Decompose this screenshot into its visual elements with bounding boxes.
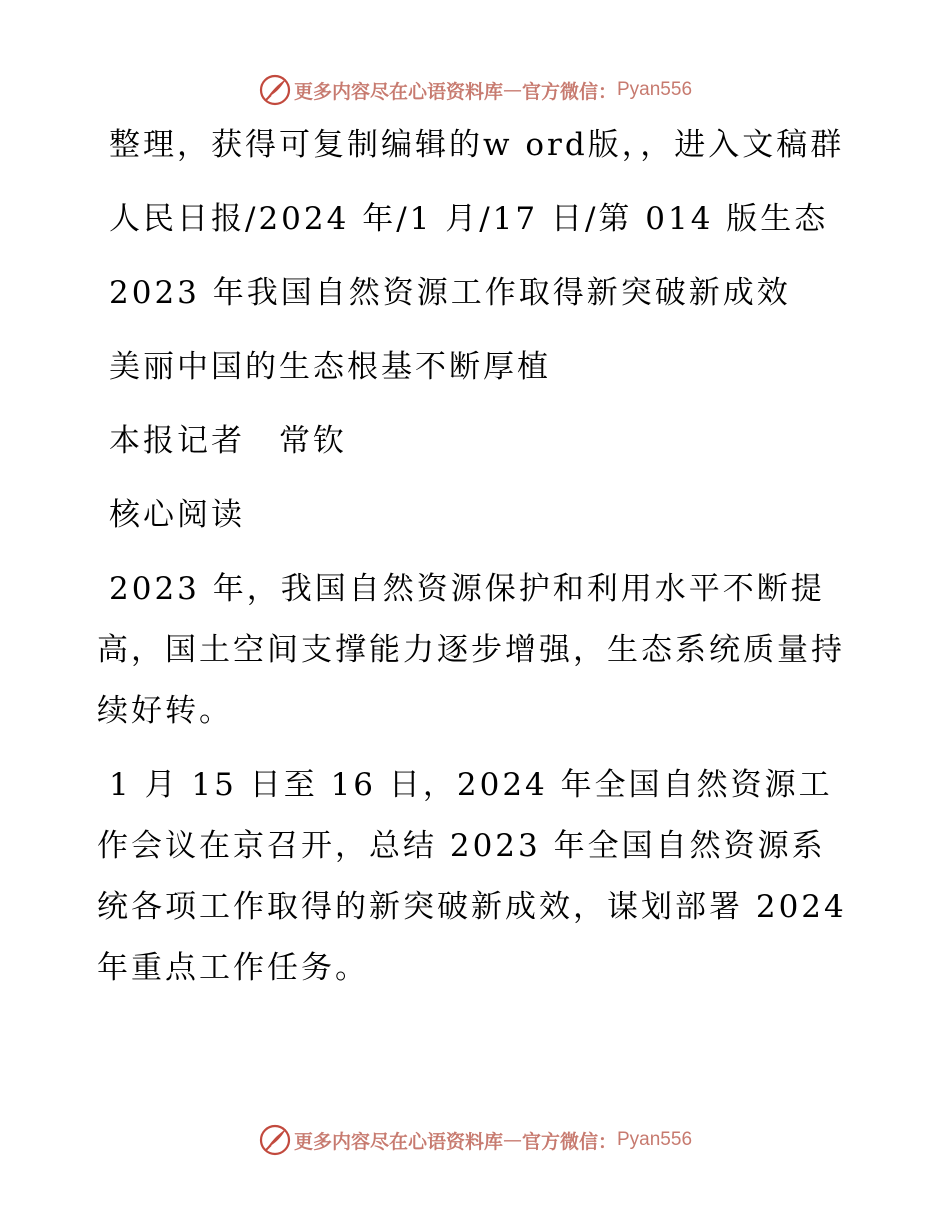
header-watermark	[0, 70, 950, 110]
watermark-separator: —	[502, 79, 522, 101]
headline: 2023 年我国自然资源工作取得新突破新成效	[109, 275, 791, 311]
body-paragraph: 1 月 15 日至 16 日，2024 年全国自然资源工作会议在京召开，总结 2023 年全国自然资源系统各项工作取得的新突破新成效，谋划部署 2024 年重点工作任务。	[97, 767, 847, 986]
summary-paragraph: 2023 年，我国自然资源保护和利用水平不断提高，国土空间支撑能力逐步增强，生态系统质量持续好转。	[97, 571, 845, 729]
watermark-label: 官方微信：	[521, 1130, 617, 1153]
quill-logo-icon	[258, 1123, 292, 1157]
document-body	[97, 115, 857, 1012]
quill-logo-icon	[258, 73, 292, 107]
byline: 本报记者 常钦	[109, 423, 347, 459]
watermark-separator: —	[502, 1129, 522, 1151]
watermark-account: Pyan556	[617, 79, 693, 100]
watermark-text: 更多内容尽在心语资料库	[293, 80, 503, 103]
section-label: 核心阅读	[109, 497, 245, 533]
watermark-account: Pyan556	[617, 1129, 693, 1150]
watermark-label: 官方微信：	[521, 80, 617, 103]
watermark-text: 更多内容尽在心语资料库	[293, 1130, 503, 1153]
notice-paragraph: 整理，获得可复制编辑的w ord版，，进入文稿群	[109, 127, 845, 163]
subheadline: 美丽中国的生态根基不断厚植	[109, 349, 551, 385]
source-line: 人民日报/2024 年/1 月/17 日/第 014 版生态	[109, 201, 829, 237]
footer-watermark	[0, 1120, 950, 1160]
